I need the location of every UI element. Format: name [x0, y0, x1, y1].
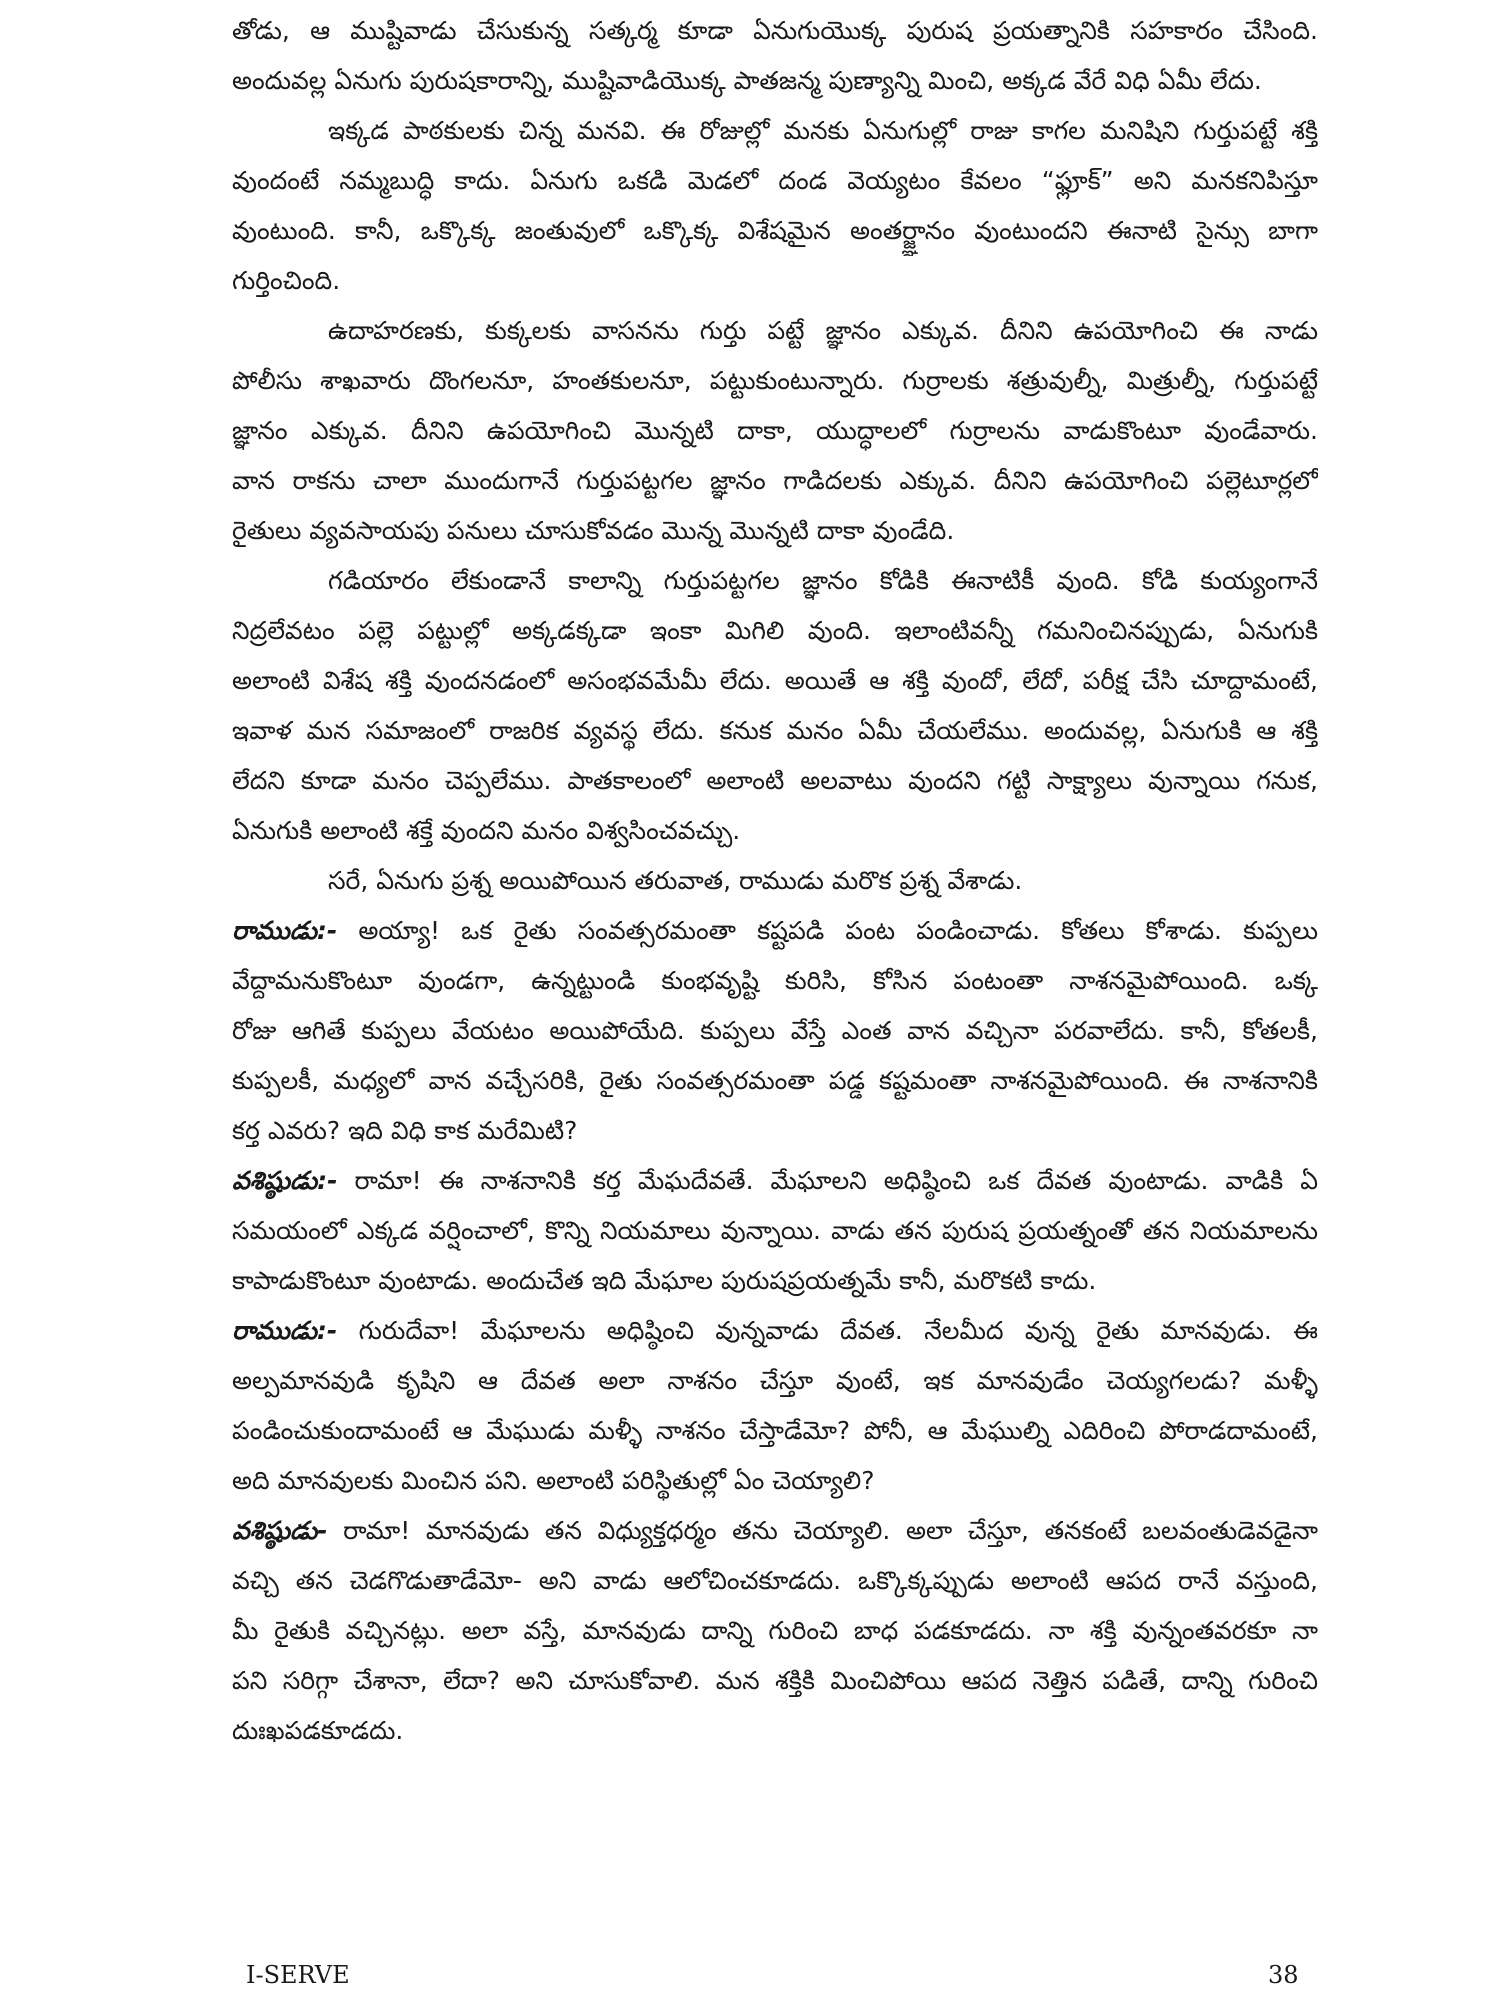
- text-line: [232, 1456, 1318, 1506]
- text-line: [232, 906, 1318, 956]
- line-text: వుంటుంది. కానీ, ఒక్కొక్క జంతువులో ఒక్కొక్క విశేషమైన అంతర్జ్ఞానం వుంటుందని ఈనాటి సైన్సు బాగా: [232, 216, 1318, 245]
- speaker-label: రాముడు:-: [232, 916, 338, 945]
- text-line: [232, 1056, 1318, 1106]
- line-text: ఇక్కడ పాఠకులకు చిన్న మనవి. ఈ రోజుల్లో మనకు ఏనుగుల్లో రాజు కాగల మనిషిని గుర్తుపట్టే శక్తి: [328, 116, 1318, 145]
- footer-publisher: I-SERVE: [246, 1961, 350, 1989]
- line-text: గురుదేవా! మేఘాలను అధిష్ఠించి వున్నవాడు దేవత. నేలమీద వున్న రైతు మానవుడు. ఈ: [337, 1316, 1318, 1345]
- text-line: [232, 706, 1318, 756]
- line-text: గుర్తించింది.: [232, 266, 341, 295]
- text-line: [232, 456, 1318, 506]
- line-text: తోడు, ఆ ముష్టివాడు చేసుకున్న సత్కర్మ కూడా ఏనుగుయొక్క పురుష ప్రయత్నానికి సహకారం చేసింది.: [232, 16, 1318, 45]
- line-text: కాపాడుకొంటూ వుంటాడు. అందుచేత ఇది మేఘాల పురుషప్రయత్నమే కానీ, మరొకటి కాదు.: [232, 1266, 1097, 1295]
- text-line: [232, 256, 1318, 306]
- line-text: జ్ఞానం ఎక్కువ. దీనిని ఉపయోగించి మొన్నటి దాకా, యుద్ధాలలో గుర్రాలను వాడుకొంటూ వుండేవారు.: [232, 416, 1318, 445]
- text-line: [232, 1006, 1318, 1056]
- line-text: రామా! ఈ నాశనానికి కర్త మేఘదేవతే. మేఘాలని అధిష్ఠించి ఒక దేవత వుంటాడు. వాడికి ఏ: [337, 1166, 1318, 1195]
- line-text: నిద్రలేవటం పల్లె పట్టుల్లో అక్కడక్కడా ఇంకా మిగిలి వుంది. ఇలాంటివన్నీ గమనించినప్పుడు, ఏనుగుకి: [232, 616, 1318, 645]
- line-text: పోలీసు శాఖవారు దొంగలనూ, హంతకులనూ, పట్టుకుంటున్నారు. గుర్రాలకు శత్రువుల్నీ, మిత్రుల్నీ, గుర్తుపట్టే: [232, 366, 1318, 395]
- line-text: అల్పమానవుడి కృషిని ఆ దేవత అలా నాశనం చేస్తూ వుంటే, ఇక మానవుడేం చెయ్యగలడు? మళ్ళీ: [232, 1366, 1318, 1395]
- text-line: [232, 1156, 1318, 1206]
- line-text: రోజు ఆగితే కుప్పలు వేయటం అయిపోయేది. కుప్పలు వేస్తే ఎంత వాన వచ్చినా పరవాలేదు. కానీ, కోతలకీ,: [232, 1016, 1318, 1045]
- text-line: [232, 356, 1318, 406]
- text-line: [232, 1556, 1318, 1606]
- line-text: వాన రాకను చాలా ముందుగానే గుర్తుపట్టగల జ్ఞానం గాడిదలకు ఎక్కువ. దీనిని ఉపయోగించి పల్లెటూర్లలో: [232, 466, 1318, 495]
- line-text: అలాంటి విశేష శక్తి వుందనడంలో అసంభవమేమీ లేదు. అయితే ఆ శక్తి వుందో, లేదో, పరీక్ష చేసి చూద్దామంటే,: [232, 666, 1318, 695]
- line-text: అది మానవులకు మించిన పని. అలాంటి పరిస్థితుల్లో ఏం చెయ్యాలి?: [232, 1466, 875, 1495]
- line-text: లేదని కూడా మనం చెప్పలేము. పాతకాలంలో అలాంటి అలవాటు వుందని గట్టి సాక్ష్యాలు వున్నాయి గనుక,: [232, 766, 1318, 795]
- text-line: [232, 1106, 1318, 1156]
- text-line: [232, 806, 1318, 856]
- text-line: [232, 1706, 1318, 1756]
- line-text: మీ రైతుకి వచ్చినట్లు. అలా వస్తే, మానవుడు దాన్ని గురించి బాధ పడకూడదు. నా శక్తి వున్నంతవరకూ నా: [232, 1616, 1318, 1645]
- line-text: రైతులు వ్యవసాయపు పనులు చూసుకోవడం మొన్న మొన్నటి దాకా వుండేది.: [232, 516, 955, 545]
- text-line: [232, 406, 1318, 456]
- line-text: సమయంలో ఎక్కడ వర్షించాలో, కొన్ని నియమాలు వున్నాయి. వాడు తన పురుష ప్రయత్నంతో తన నియమాలను: [232, 1216, 1318, 1245]
- text-line: [232, 956, 1318, 1006]
- text-line: [232, 756, 1318, 806]
- text-line: [232, 156, 1318, 206]
- text-line: [232, 6, 1318, 56]
- text-line: [232, 1406, 1318, 1456]
- line-text: గడియారం లేకుండానే కాలాన్ని గుర్తుపట్టగల జ్ఞానం కోడికి ఈనాటికీ వుంది. కోడి కుయ్యంగానే: [328, 566, 1318, 595]
- text-line: [232, 106, 1318, 156]
- line-text: పని సరిగ్గా చేశానా, లేదా? అని చూసుకోవాలి. మన శక్తికి మించిపోయి ఆపద నెత్తిన పడితే, దాన్ని గురించి: [232, 1666, 1318, 1695]
- line-text: ఏనుగుకి అలాంటి శక్తే వుందని మనం విశ్వసించవచ్చు.: [232, 816, 741, 845]
- line-text: కర్త ఎవరు? ఇది విధి కాక మరేమిటి?: [232, 1116, 578, 1145]
- text-line: [232, 656, 1318, 706]
- page-number: 38: [1268, 1961, 1299, 1989]
- text-line: [232, 506, 1318, 556]
- text-line: [232, 856, 1318, 906]
- text-line: [232, 1256, 1318, 1306]
- text-line: [232, 606, 1318, 656]
- line-text: రామా! మానవుడు తన విధ్యుక్తధర్మం తను చెయ్యాలి. అలా చేస్తూ, తనకంటే బలవంతుడెవడైనా: [327, 1516, 1318, 1545]
- text-line: [232, 556, 1318, 606]
- text-line: [232, 306, 1318, 356]
- speaker-label: వశిష్ఠుడు:-: [232, 1166, 338, 1195]
- text-line: [232, 56, 1318, 106]
- text-line: [232, 1606, 1318, 1656]
- line-text: సరే, ఏనుగు ప్రశ్న అయిపోయిన తరువాత, రాముడు మరొక ప్రశ్న వేశాడు.: [328, 866, 1023, 895]
- text-line: [232, 1656, 1318, 1706]
- line-text: ఇవాళ మన సమాజంలో రాజరిక వ్యవస్థ లేదు. కనుక మనం ఏమీ చేయలేము. అందువల్ల, ఏనుగుకి ఆ శక్తి: [232, 716, 1318, 745]
- speaker-label: రాముడు:-: [232, 1316, 338, 1345]
- text-line: [232, 1356, 1318, 1406]
- line-text: దుఃఖపడకూడదు.: [232, 1716, 404, 1745]
- line-text: అందువల్ల ఏనుగు పురుషకారాన్ని, ముష్టివాడియొక్క పాతజన్మ పుణ్యాన్ని మించి, అక్కడ వేరే విధి ఏమీ లేదు.: [232, 66, 1262, 95]
- line-text: వేద్దామనుకొంటూ వుండగా, ఉన్నట్టుండి కుంభవృష్టి కురిసి, కోసిన పంటంతా నాశనమైపోయింది. ఒక్క: [232, 966, 1318, 995]
- text-line: [232, 1206, 1318, 1256]
- line-text: ఉదాహరణకు, కుక్కలకు వాసనను గుర్తు పట్టే జ్ఞానం ఎక్కువ. దీనిని ఉపయోగించి ఈ నాడు: [328, 316, 1318, 345]
- text-line: [232, 206, 1318, 256]
- text-line: [232, 1306, 1318, 1356]
- line-text: అయ్యా! ఒక రైతు సంవత్సరమంతా కష్టపడి పంట పండించాడు. కోతలు కోశాడు. కుప్పలు: [337, 916, 1318, 945]
- line-text: వుందంటే నమ్మబుద్ధి కాదు. ఏనుగు ఒకడి మెడలో దండ వెయ్యటం కేవలం “ఫ్లూక్” అని మనకనిపిస్తూ: [232, 166, 1318, 195]
- line-text: కుప్పలకీ, మధ్యలో వాన వచ్చేసరికి, రైతు సంవత్సరమంతా పడ్డ కష్టమంతా నాశనమైపోయింది. ఈ నాశనానికి: [232, 1066, 1318, 1095]
- body-text: [232, 6, 1318, 1756]
- speaker-label: వశిష్ఠుడు-: [232, 1516, 328, 1545]
- line-text: వచ్చి తన చెడగొడుతాడేమో- అని వాడు ఆలోచించకూడదు. ఒక్కొక్కప్పుడు అలాంటి ఆపద రానే వస్తుంది,: [232, 1566, 1318, 1595]
- text-line: [232, 1506, 1318, 1556]
- line-text: పండించుకుందామంటే ఆ మేఘుడు మళ్ళీ నాశనం చేస్తాడేమో? పోనీ, ఆ మేఘుల్ని ఎదిరించి పోరాడదామంటే,: [232, 1416, 1318, 1445]
